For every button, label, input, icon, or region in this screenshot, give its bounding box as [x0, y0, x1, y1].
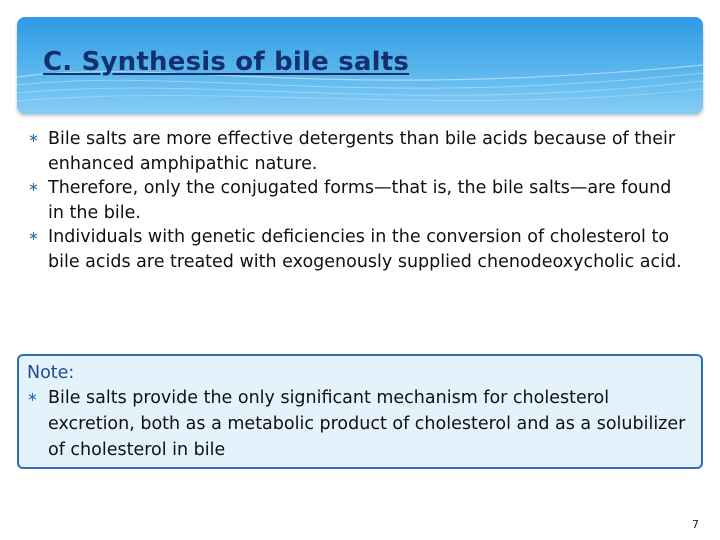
note-text: Bile salts provide the only significant mechanism for cholesterol excretion, both as a metabolic product of cholesterol and as a solubilizer of cholesterol in bile [48, 388, 686, 460]
note-label: Note: [27, 363, 75, 383]
bullet-text: Therefore, only the conjugated forms—that is, the bile salts—are found in the bile. [48, 178, 672, 223]
asterisk-bullet-icon: ∗ [28, 180, 39, 195]
bullet-list [28, 127, 688, 274]
bullet-text: Bile salts are more effective detergents than bile acids because of their enhanced amphipathic nature. [48, 129, 676, 174]
bullet-item [28, 176, 688, 225]
page-number: 7 [692, 518, 699, 531]
asterisk-bullet-icon: ∗ [28, 229, 39, 244]
bullet-item [28, 225, 688, 274]
bullet-text: Individuals with genetic deficiencies in the conversion of cholesterol to bile acids are treated with exogenously supplied chenodeoxycholic acid. [48, 227, 682, 272]
title-banner [17, 17, 703, 114]
asterisk-bullet-icon: ∗ [27, 390, 38, 405]
slide-title: C. Synthesis of bile salts [43, 47, 410, 77]
note-box [17, 354, 703, 469]
asterisk-bullet-icon: ∗ [28, 131, 39, 146]
note-list [27, 385, 691, 463]
note-item [27, 385, 691, 463]
bullet-item [28, 127, 688, 176]
